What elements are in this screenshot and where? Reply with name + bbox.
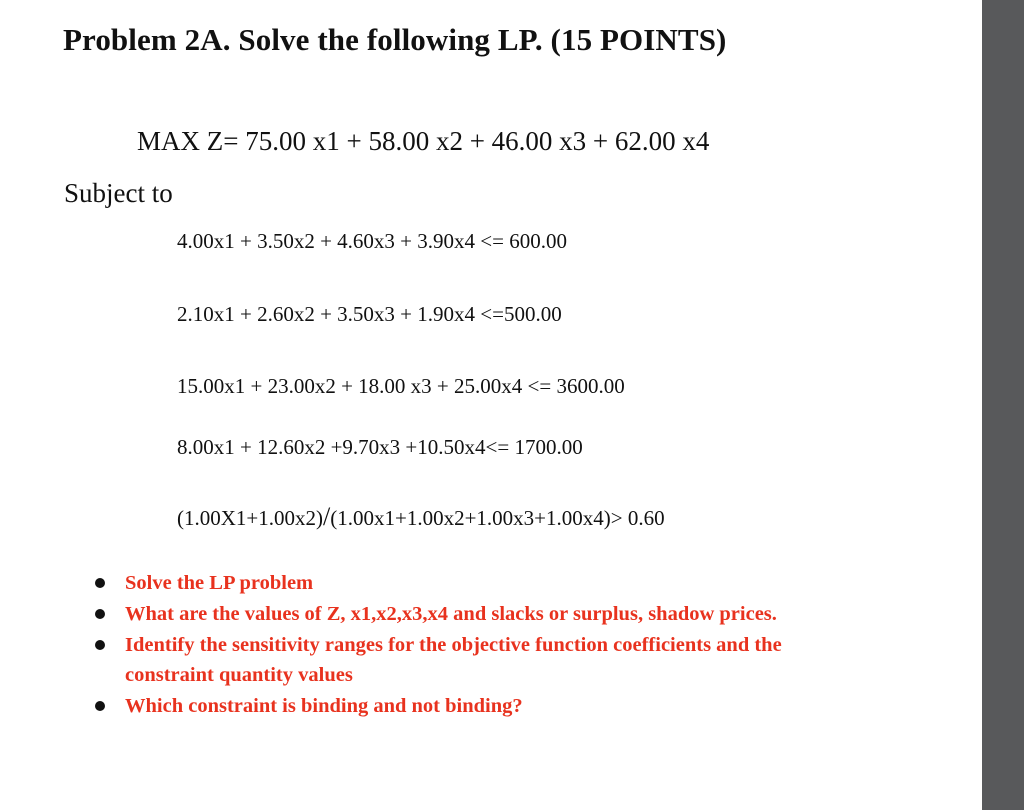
problem-title: Problem 2A. Solve the following LP. (15 POINTS) (63, 22, 727, 57)
constraint-1: 4.00x1 + 3.50x2 + 4.60x3 + 3.90x4 <= 600.00 (177, 229, 567, 253)
task-item (90, 691, 870, 721)
constraint-2: 2.10x1 + 2.60x2 + 3.50x3 + 1.90x4 <=500.00 (177, 302, 562, 326)
constraint-4: 8.00x1 + 12.60x2 +9.70x3 +10.50x4<= 1700.00 (177, 435, 583, 459)
constraint-3: 15.00x1 + 23.00x2 + 18.00 x3 + 25.00x4 <= 3600.00 (177, 374, 625, 398)
task-text: Identify the sensitivity ranges for the objective function coefficients and the constraint quantity values (125, 634, 782, 686)
ratio-numerator: (1.00X1+1.00x2) (177, 506, 323, 530)
bullet-dot-icon (95, 609, 105, 619)
task-list (90, 568, 870, 722)
task-item (90, 630, 870, 690)
ratio-denominator: (1.00x1+1.00x2+1.00x3+1.00x4)> 0.60 (330, 506, 665, 530)
task-text: What are the values of Z, x1,x2,x3,x4 and slacks or surplus, shadow prices. (125, 603, 777, 625)
ratio-slash: / (323, 502, 331, 531)
task-item (90, 599, 870, 629)
task-text: Which constraint is binding and not binding? (125, 695, 523, 717)
bullet-dot-icon (95, 640, 105, 650)
task-item (90, 568, 870, 598)
viewer-side-panel (982, 0, 1024, 810)
constraint-5-ratio (177, 502, 665, 532)
subject-to-label: Subject to (64, 178, 173, 208)
bullet-dot-icon (95, 578, 105, 588)
task-text: Solve the LP problem (125, 572, 314, 594)
objective-function: MAX Z= 75.00 x1 + 58.00 x2 + 46.00 x3 + 62.00 x4 (137, 126, 710, 156)
bullet-dot-icon (95, 701, 105, 711)
